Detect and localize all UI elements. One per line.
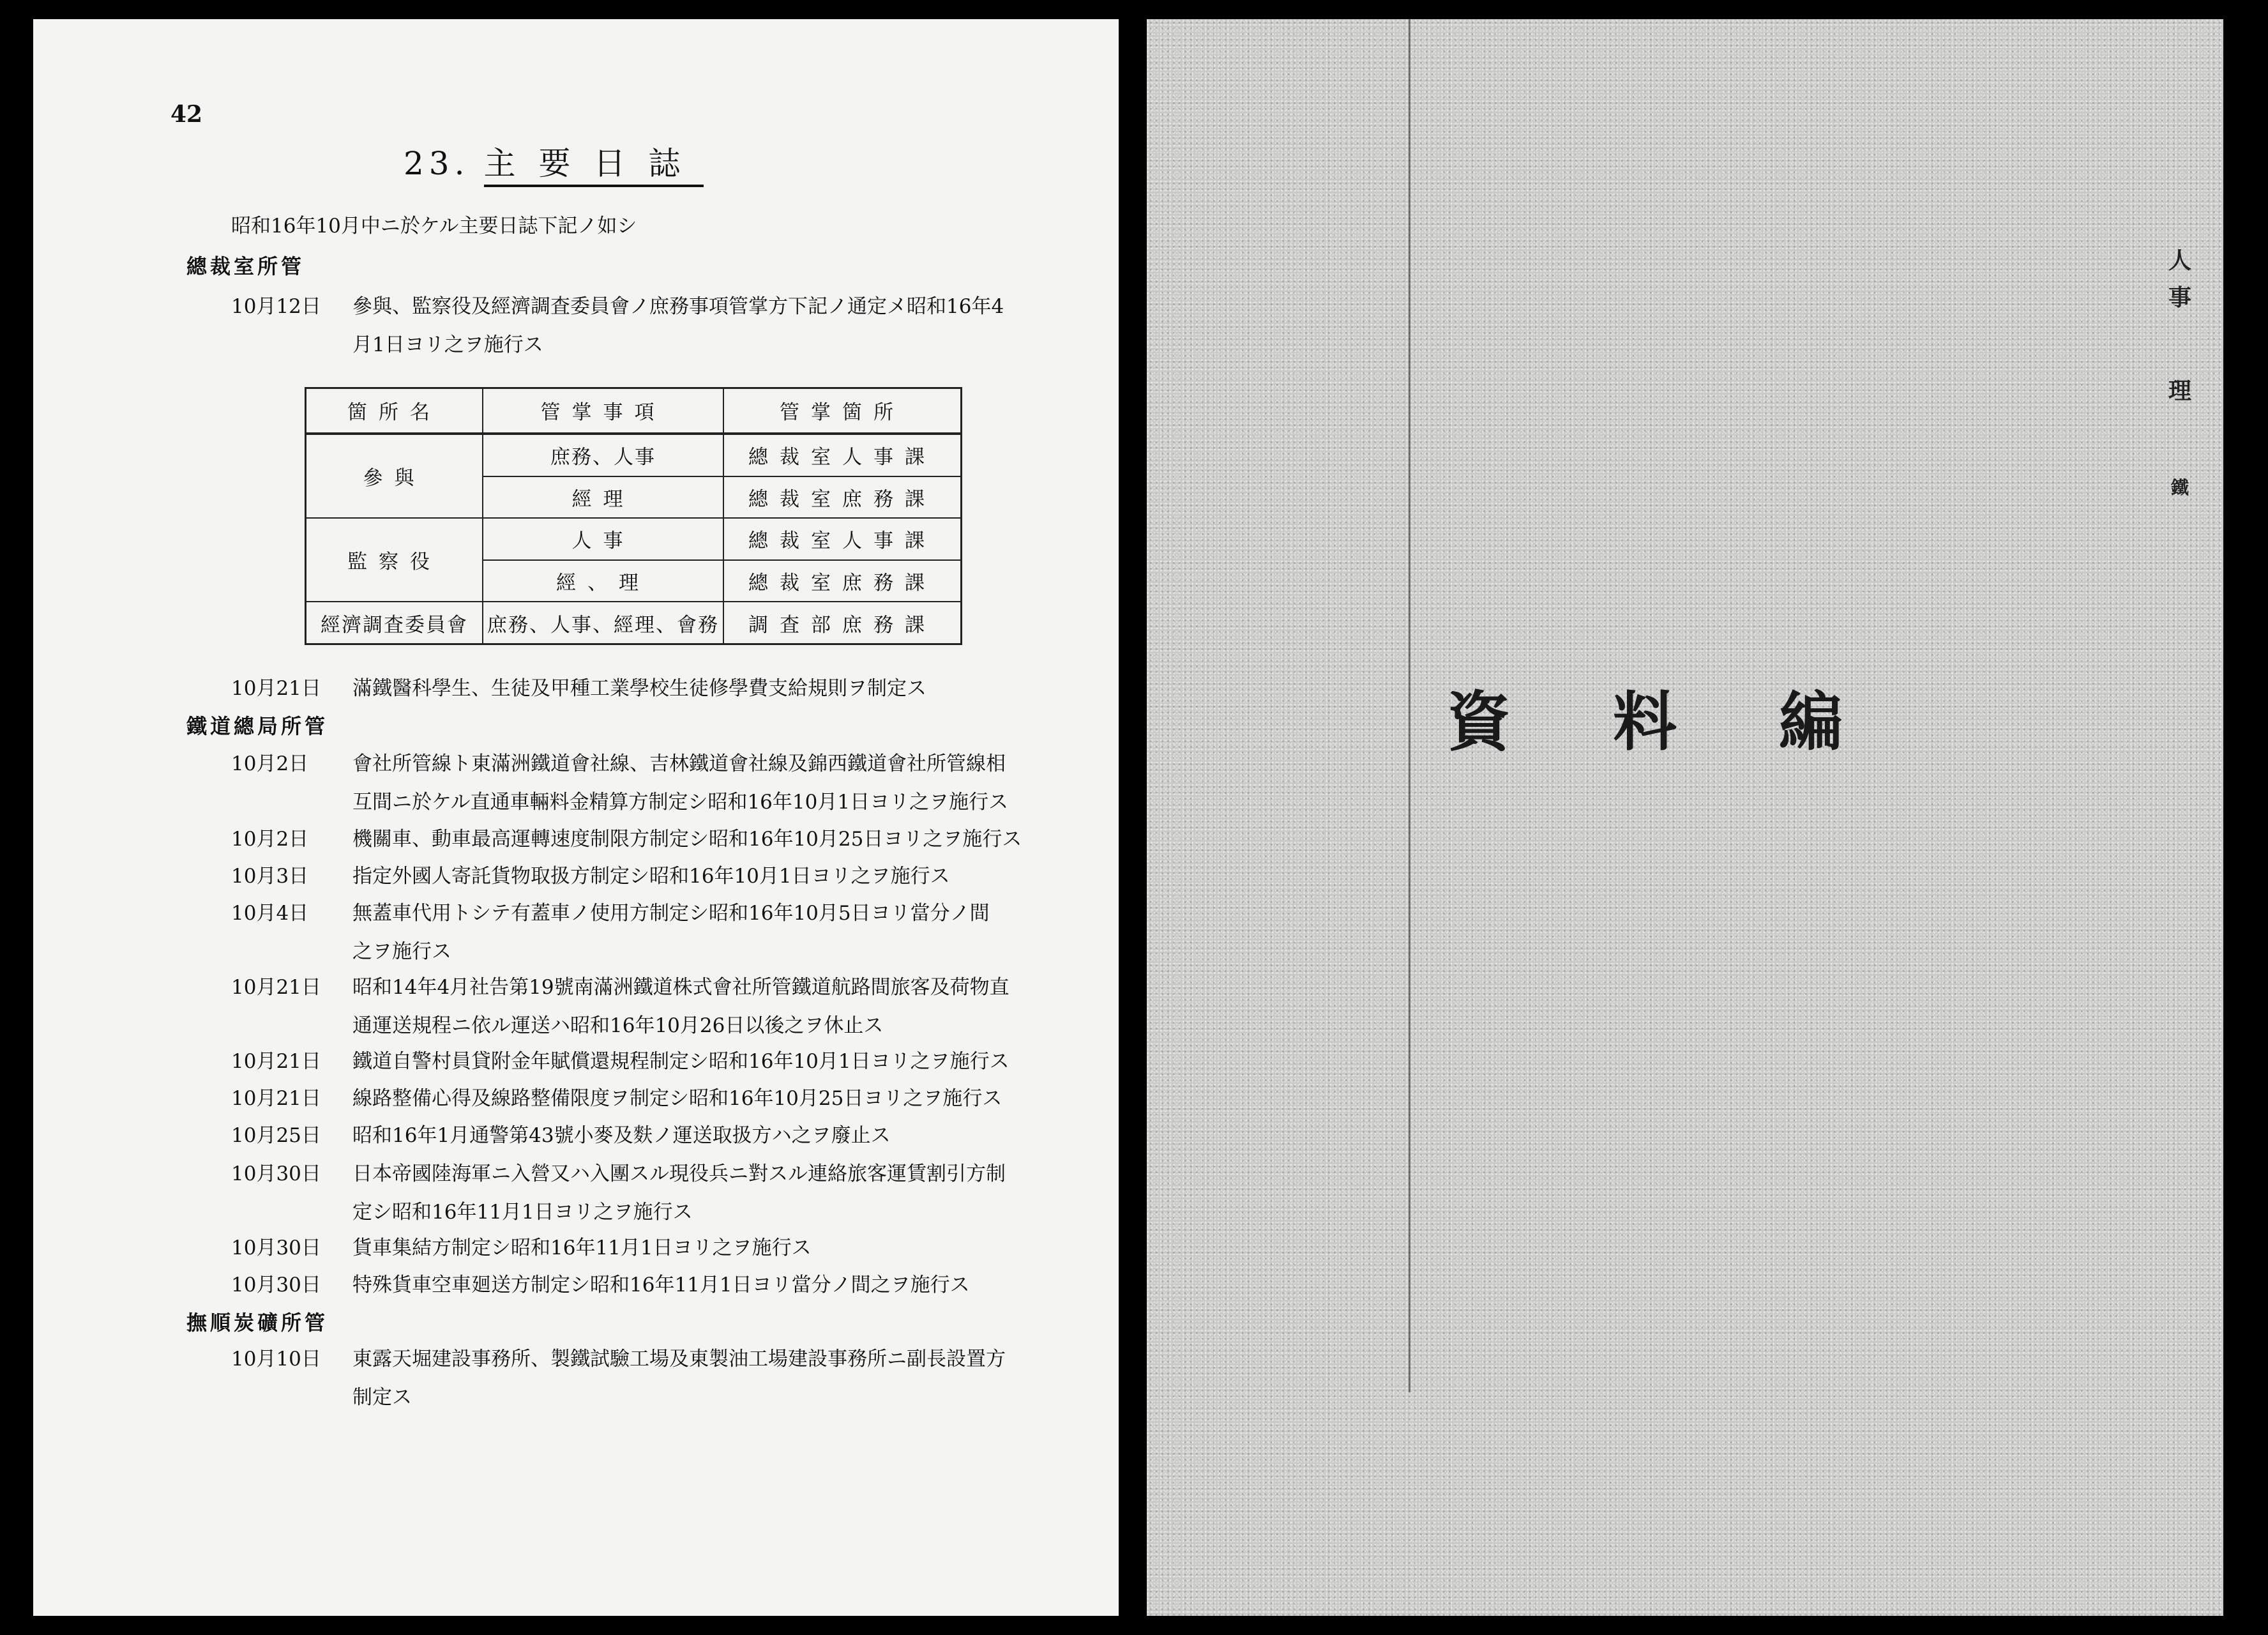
- entry-line: 之ヲ施行ス: [352, 940, 451, 963]
- section-title-text: 主要日誌: [484, 145, 704, 187]
- entry-date: 10月12日: [231, 295, 321, 318]
- index-tab: [2161, 249, 2199, 497]
- diary-entry: [231, 894, 1048, 971]
- entry-date: 10月30日: [231, 1162, 321, 1185]
- entry-date: 10月25日: [231, 1124, 321, 1147]
- entry-date: 10月4日: [231, 902, 309, 925]
- left-page: [33, 19, 1119, 1616]
- page-number: 42: [170, 101, 203, 128]
- divider-title: 資料編: [1447, 684, 1945, 759]
- tab-char: 事: [2168, 284, 2191, 311]
- diary-entry: [231, 745, 1048, 821]
- entry-line: 特殊貨車空車廻送方制定シ昭和16年11月1日ヨリ當分ノ間之ヲ施行ス: [352, 1274, 970, 1297]
- entry-line: 通運送規程ニ依ル運送ハ昭和16年10月26日以後之ヲ休止ス: [352, 1014, 884, 1037]
- entry-line: 參與、監察役及經濟調査委員會ノ庶務事項管掌方下記ノ通定メ昭和16年4: [352, 295, 1004, 318]
- table-cell: 經、理: [483, 560, 723, 602]
- table-place-cell: 經濟調査委員會: [306, 602, 483, 644]
- diary-entry: [231, 857, 1048, 895]
- intro-text: 昭和16年10月中ニ於ケル主要日誌下記ノ如シ: [231, 215, 637, 238]
- entry-line: 機關車、動車最高運轉速度制限方制定シ昭和16年10月25日ヨリ之ヲ施行ス: [352, 828, 1022, 851]
- table-cell: 總裁室人事課: [723, 518, 962, 560]
- entry-line: 昭和14年4月社告第19號南滿洲鐵道株式會社所管鐵道航路間旅客及荷物直: [352, 976, 1009, 999]
- table-row: [306, 602, 962, 644]
- table-header-cell: 箇所名: [306, 388, 483, 434]
- table-header-cell: 管掌箇所: [723, 388, 962, 434]
- diary-entry: [231, 1116, 1048, 1155]
- diary-entry: [231, 1229, 1048, 1267]
- table-cell: 庶務、人事: [483, 434, 723, 476]
- table-header-row: [306, 388, 962, 434]
- table-cell: 調査部庶務課: [723, 602, 962, 644]
- table-place-cell: 參與: [306, 434, 483, 518]
- tab-char: 理: [2168, 377, 2191, 404]
- duty-table: [305, 387, 962, 645]
- table-cell: 總裁室庶務課: [723, 560, 962, 602]
- table-row: [306, 518, 962, 560]
- entry-date: 10月2日: [231, 752, 309, 775]
- diary-entry: [231, 669, 1048, 708]
- table-cell: 經理: [483, 476, 723, 519]
- section-number: 23.: [404, 145, 470, 182]
- entry-date: 10月30日: [231, 1236, 321, 1259]
- entry-date: 10月2日: [231, 828, 309, 851]
- entry-line: 無蓋車代用トシテ有蓋車ノ使用方制定シ昭和16年10月5日ヨリ當分ノ間: [352, 902, 990, 925]
- diary-entry: [231, 820, 1048, 858]
- entry-line: 鐵道自警村員貸附金年賦償還規程制定シ昭和16年10月1日ヨリ之ヲ施行ス: [352, 1050, 1009, 1073]
- entry-date: 10月21日: [231, 976, 321, 999]
- entry-line: 制定ス: [352, 1386, 412, 1409]
- diary-entry: [231, 1042, 1048, 1081]
- table-cell: 總裁室庶務課: [723, 476, 962, 519]
- entry-line: 日本帝國陸海軍ニ入營又ハ入團スル現役兵ニ對スル連絡旅客運賃割引方制: [352, 1162, 1006, 1185]
- entry-date: 10月21日: [231, 1050, 321, 1073]
- entry-line: 會社所管線ト東滿洲鐵道會社線、吉林鐵道會社線及錦西鐵道會社所管線相: [352, 752, 1006, 775]
- fold-line: [1409, 19, 1410, 1392]
- right-page: [1147, 19, 2223, 1616]
- dept-heading: 鐵道總局所管: [186, 714, 329, 738]
- entry-date: 10月30日: [231, 1274, 321, 1297]
- diary-entry: [231, 1266, 1048, 1304]
- entry-line: 月1日ヨリ之ヲ施行ス: [352, 333, 543, 356]
- tab-char: 鐵: [2170, 477, 2189, 498]
- table-cell: 庶務、人事、經理、會務: [483, 602, 723, 644]
- entry-date: 10月21日: [231, 1087, 321, 1110]
- diary-entry: [231, 1340, 1048, 1417]
- entry-date: 10月10日: [231, 1348, 321, 1371]
- table-header-cell: 管掌事項: [483, 388, 723, 434]
- diary-entry: [231, 1155, 1048, 1231]
- entry-line: 昭和16年1月通警第43號小麥及麩ノ運送取扱方ハ之ヲ廢止ス: [352, 1124, 891, 1147]
- table-cell: 人事: [483, 518, 723, 560]
- entry-date: 10月3日: [231, 865, 309, 888]
- entry-line: 指定外國人寄託貨物取扱方制定シ昭和16年10月1日ヨリ之ヲ施行ス: [352, 865, 950, 888]
- table-row: [306, 434, 962, 476]
- table-cell: 總裁室人事課: [723, 434, 962, 476]
- entry-line: 滿鐵醫科學生、生徒及甲種工業學校生徒修學費支給規則ヲ制定ス: [352, 677, 926, 700]
- dept-heading: 撫順炭礦所管: [186, 1311, 329, 1335]
- entry-line: 東露天堀建設事務所、製鐵試驗工場及東製油工場建設事務所ニ副長設置方: [352, 1348, 1006, 1371]
- entry-line: 線路整備心得及線路整備限度ヲ制定シ昭和16年10月25日ヨリ之ヲ施行ス: [352, 1087, 1002, 1110]
- tab-char: 人: [2168, 247, 2191, 274]
- diary-entry: [231, 968, 1048, 1045]
- entry-date: 10月21日: [231, 677, 321, 700]
- dept-heading: 總裁室所管: [186, 254, 305, 278]
- entry-line: 互間ニ於ケル直通車輛料金精算方制定シ昭和16年10月1日ヨリ之ヲ施行ス: [352, 791, 1009, 814]
- diary-entry: [231, 1079, 1048, 1118]
- table-place-cell: 監察役: [306, 518, 483, 602]
- diary-entry: [231, 287, 1048, 364]
- entry-line: 貨車集結方制定シ昭和16年11月1日ヨリ之ヲ施行ス: [352, 1236, 812, 1259]
- entry-line: 定シ昭和16年11月1日ヨリ之ヲ施行ス: [352, 1201, 693, 1224]
- section-title: [404, 138, 704, 184]
